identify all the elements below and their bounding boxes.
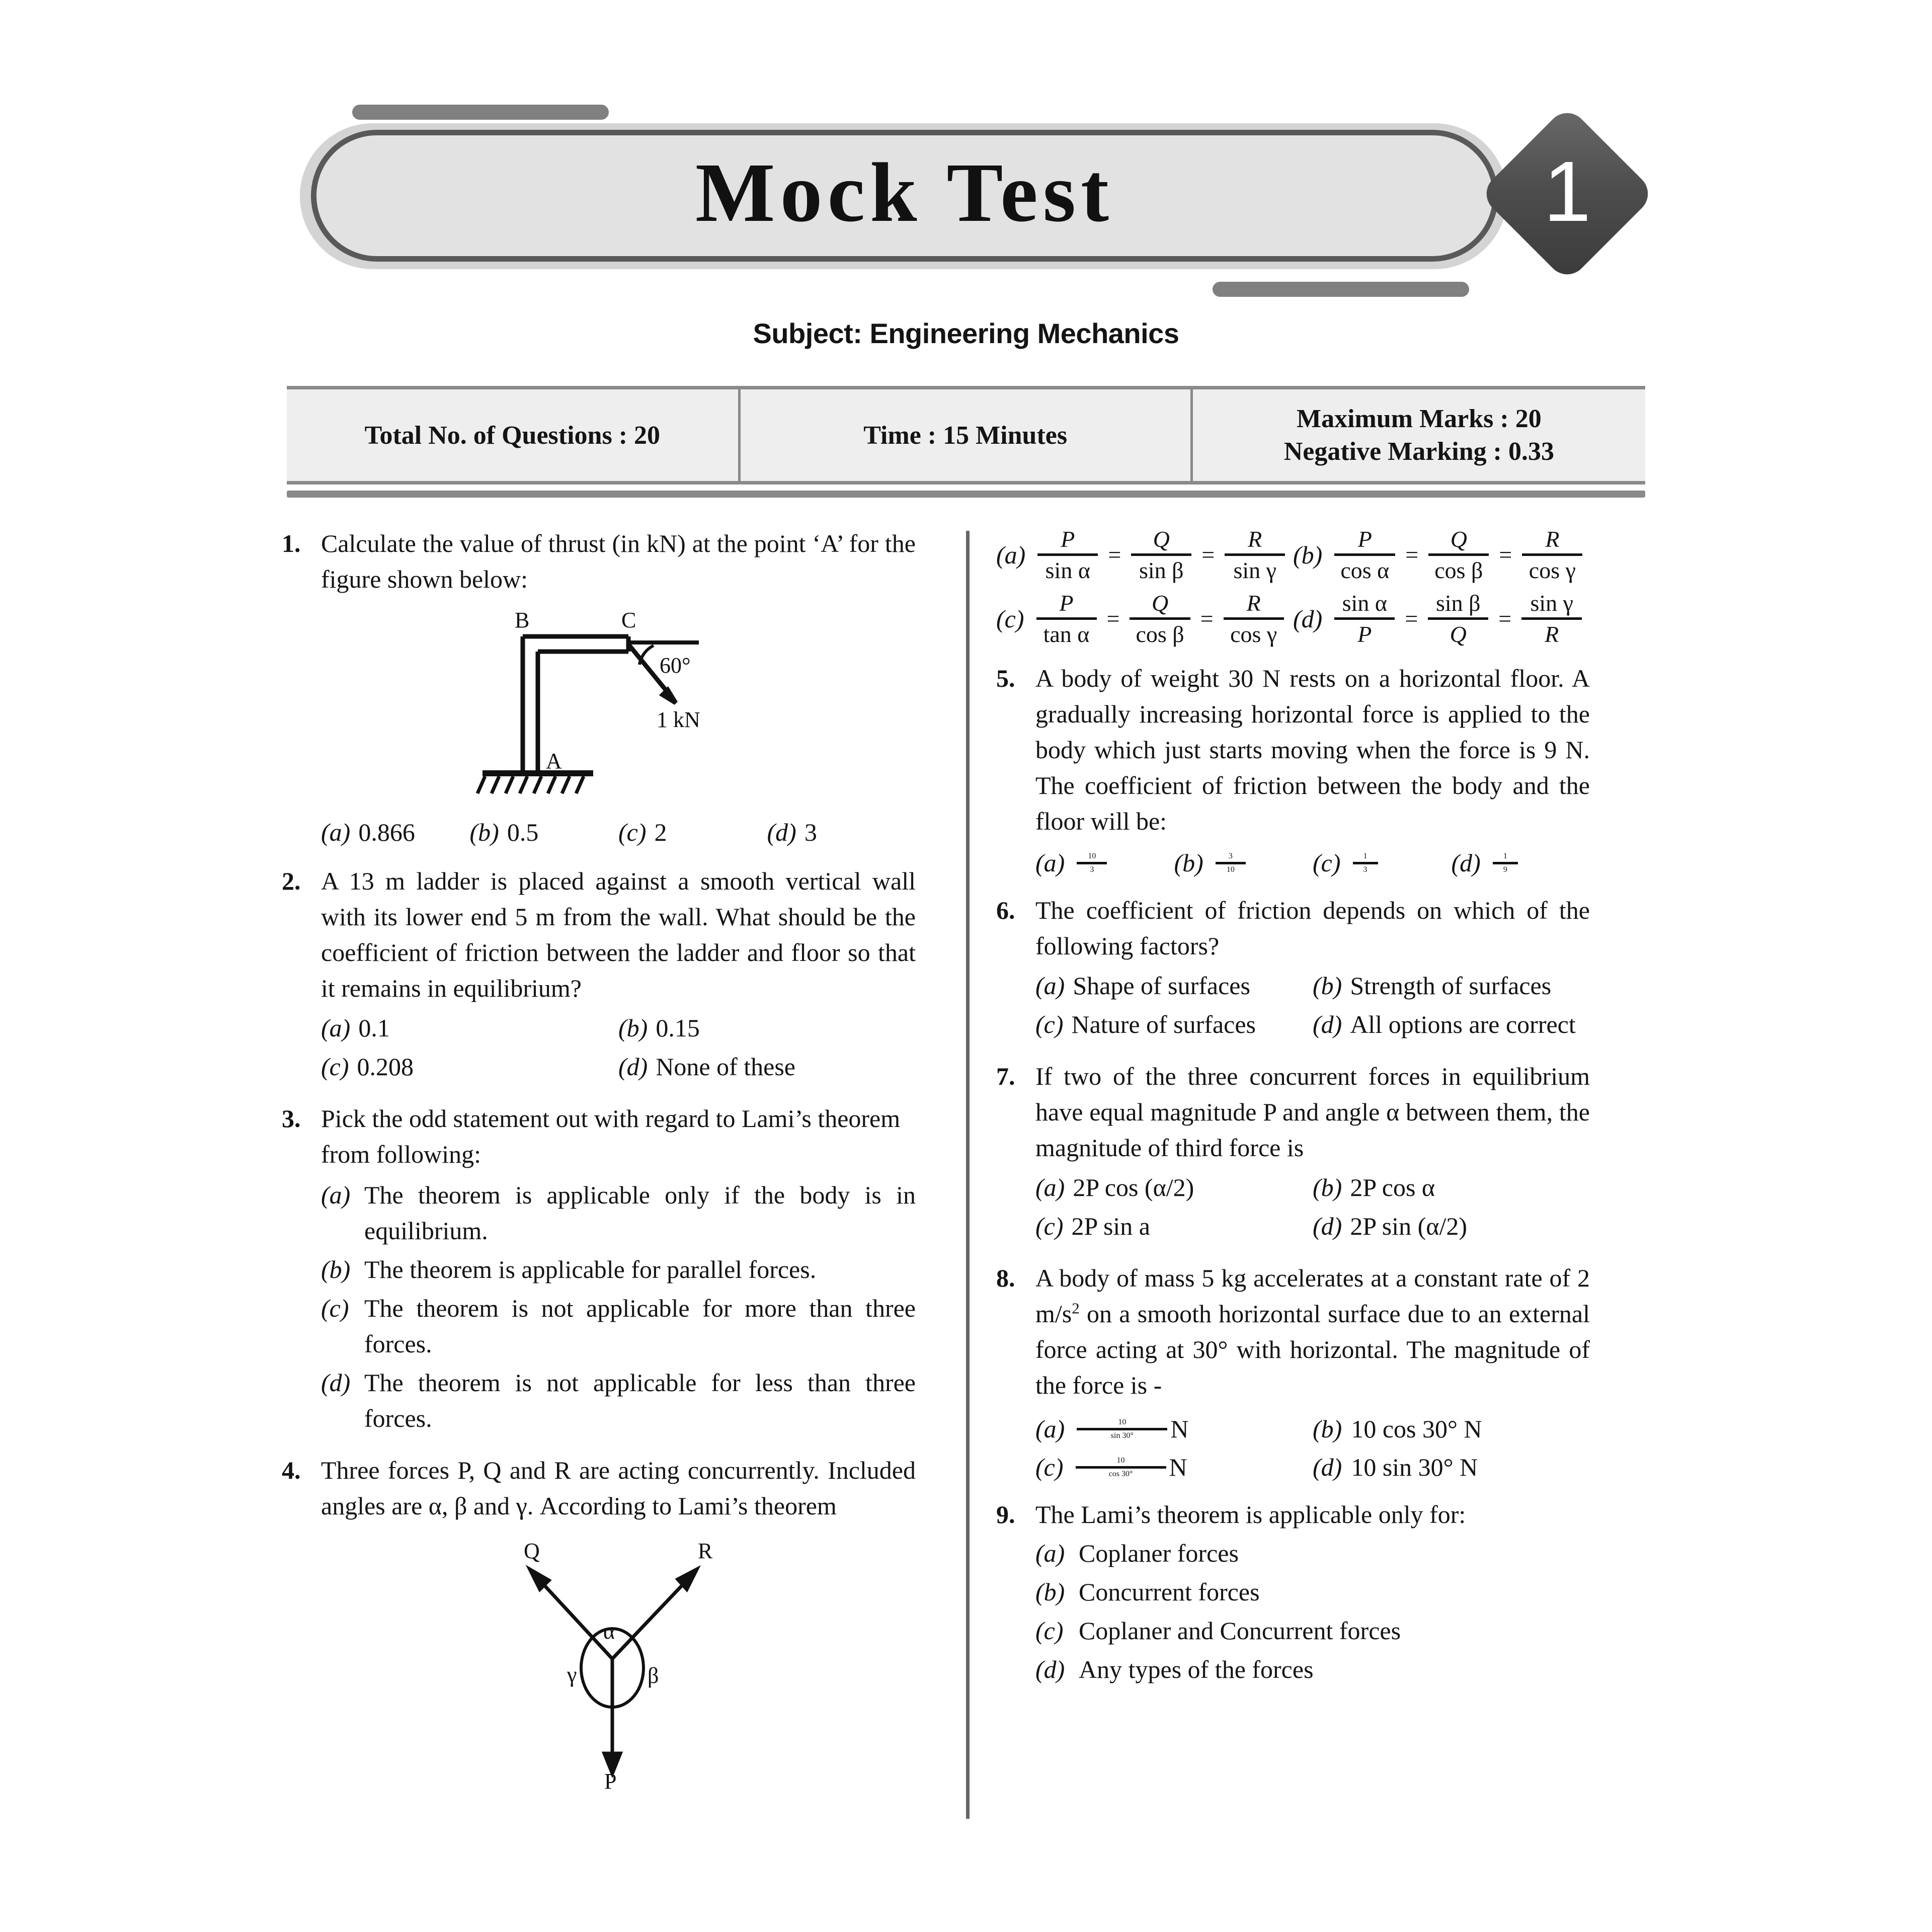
option-4-c[interactable] [996,590,1293,648]
option-6-d[interactable] [1313,1007,1590,1042]
option-fraction [1076,1456,1166,1479]
question-9-options [1035,1536,1590,1687]
frac-den: cos γ [1230,621,1277,647]
option-expression: sin α P = sin β Q = sin γ R [1331,590,1585,648]
question-6-options [1035,968,1590,1045]
question-9-number: 9. [996,1500,1015,1528]
option-tag: (a) [996,540,1026,569]
frac-num: R [1545,526,1560,552]
label-C: C [621,608,636,632]
option-tag: (d) [1293,604,1323,633]
option-tag: (d) [767,818,796,846]
option-tag: (c) [321,1053,349,1081]
frac-den: sin γ [1233,557,1276,583]
option-3-b[interactable] [321,1252,916,1287]
frac-num: P [1357,526,1372,552]
option-7-c[interactable] [1035,1209,1313,1244]
option-tag: (c) [1035,1212,1064,1240]
frac-den: cos 30° [1108,1469,1133,1478]
option-3-c[interactable] [321,1291,916,1362]
frac-den: Q [1450,621,1467,647]
option-text: The theorem is not applicable for more than three forces. [364,1294,916,1358]
label-alpha: α [603,1619,615,1644]
option-text: 2P cos α [1350,1173,1435,1201]
option-9-d[interactable] [1035,1652,1590,1687]
question-3-text: Pick the odd statement out with regard to Lami’s theorem from following: [321,1104,901,1168]
option-text: Any types of the forces [1079,1655,1314,1683]
frac-den: cos α [1340,557,1390,583]
option-tag: (d) [1313,1453,1342,1481]
cell-total-questions: Total No. of Questions : 20 [364,421,661,450]
question-7-number: 7. [996,1062,1015,1090]
option-tag: (b) [1035,1578,1065,1606]
option-tag: (a) [1035,849,1065,877]
page-header [0,0,1932,312]
option-7-b[interactable] [1313,1170,1590,1205]
frac-den: 3 [1090,865,1094,874]
option-text: None of these [656,1053,795,1081]
option-expression: P tan α = Q cos β = R cos γ [1033,590,1287,648]
frac-num: Q [1450,526,1467,552]
option-tag: (b) [618,1014,648,1042]
option-text: 10 cos 30° N [1351,1415,1482,1443]
exam-info-table [287,386,1645,485]
option-8-b[interactable] [1313,1414,1590,1443]
option-tag: (d) [1313,1212,1342,1240]
frac-num: 1 [1503,851,1507,860]
option-text: Concurrent forces [1079,1578,1260,1606]
option-fraction [1077,852,1107,874]
option-tag: (a) [321,1181,351,1209]
label-beta: β [648,1663,659,1688]
option-1-c[interactable] [618,815,767,850]
option-text: 0.866 [358,818,415,846]
frac-den: sin 30° [1110,1431,1134,1440]
question-8-options-row2 [1035,1453,1590,1484]
frac-num: 1 [1363,851,1367,860]
question-9 [996,1497,1590,1691]
frac-den: sin α [1045,557,1090,583]
option-6-c[interactable] [1035,1007,1313,1042]
subject-line [0,317,1932,350]
label-P: P [604,1769,617,1794]
lami-forces-diagram [477,1532,759,1794]
option-8-c[interactable] [1035,1453,1313,1482]
title-banner [311,130,1498,262]
question-1 [282,526,916,850]
option-4-d[interactable] [1293,590,1590,648]
question-3 [282,1101,916,1439]
option-1-a[interactable] [321,815,470,850]
option-5-c[interactable] [1313,848,1452,877]
info-table-bottom-rule [287,491,1645,498]
left-column [282,526,936,1812]
option-text: The theorem is not applicable for less than three forces. [364,1369,916,1432]
label-B: B [515,608,530,632]
frac-num: P [1061,526,1075,552]
cell-marks [1191,388,1645,483]
subject-value: Engineering Mechanics [869,317,1179,349]
frac-den: P [1357,621,1372,647]
question-2-number: 2. [282,867,301,895]
option-5-a[interactable] [1035,848,1174,877]
question-7 [996,1059,1590,1247]
option-tag: (a) [1035,1539,1065,1567]
question-8-text-post: on a smooth horizontal surface due to an external force acting at 30° with horizontal. The magnitude of the force is - [1035,1300,1590,1399]
option-expression: P sin α = Q sin β = R sin γ [1034,526,1288,584]
option-tag: (a) [1035,1173,1065,1201]
option-expression: P cos α = Q cos β = R cos γ [1331,526,1585,584]
option-9-c[interactable] [1035,1613,1590,1649]
option-text: The theorem is applicable for parallel forces. [364,1255,817,1283]
question-5-number: 5. [996,664,1015,692]
question-4-options [996,526,1590,650]
label-force: 1 kN [657,707,700,732]
option-fraction [1353,852,1378,874]
option-3-d[interactable] [321,1365,916,1436]
question-1-options [321,815,916,850]
option-tag: (b) [1293,540,1323,569]
option-text: The theorem is applicable only if the body is in equilibrium. [364,1181,916,1245]
question-9-text: The Lami’s theorem is applicable only for: [1035,1500,1466,1528]
label-gamma: γ [567,1662,577,1687]
frac-den: cos β [1434,557,1483,583]
option-fraction [1493,852,1518,874]
option-tag: (b) [1313,1173,1342,1201]
option-tag: (c) [618,818,647,846]
option-text: Coplaner and Concurrent forces [1079,1617,1401,1645]
option-tag: (b) [1313,1415,1342,1443]
option-tag: (d) [1313,1010,1342,1038]
question-8-number: 8. [996,1264,1015,1292]
option-text: 0.208 [357,1053,414,1081]
question-5-text: A body of weight 30 N rests on a horizontal floor. A gradually increasing horizontal force is applied to the body which just starts moving when the force is 9 N. The coefficient of friction between the body and the floor will be: [1035,664,1590,835]
question-1-figure [321,606,916,802]
option-1-b[interactable] [470,815,619,850]
option-tag: (b) [321,1255,351,1283]
question-2-options [321,1010,916,1088]
question-columns [282,526,1650,1812]
subject-label: Subject: [753,317,862,349]
frac-den: 9 [1503,865,1507,874]
exam-info-table-wrapper [287,386,1645,498]
option-7-a[interactable] [1035,1170,1313,1205]
question-3-number: 3. [282,1104,301,1133]
frac-den: sin β [1139,557,1184,583]
page-title: Mock Test [695,146,1114,239]
option-tag: (c) [1035,1453,1064,1481]
option-tag: (a) [321,1014,351,1042]
frac-den: cos γ [1528,557,1576,583]
option-1-d[interactable] [767,815,916,850]
header-dash-top [352,105,609,120]
option-fraction [1216,852,1246,874]
option-tag: (c) [321,1294,349,1322]
option-4-a[interactable] [996,526,1293,584]
maximum-marks-text: Maximum Marks : 20 [1296,405,1542,433]
option-text: 0.5 [507,818,539,846]
option-text: 0.15 [656,1014,700,1042]
option-fraction [1077,1418,1167,1440]
cell-time: Time : 15 Minutes [739,388,1191,483]
option-2-c[interactable] [321,1049,618,1085]
question-4-text: Three forces P, Q and R are acting concurrently. Included angles are α, β and γ. According to Lami’s theorem [321,1456,916,1520]
frac-den: 10 [1226,865,1235,874]
column-divider [966,531,970,1819]
option-unit: N [1169,1453,1187,1481]
question-4-number: 4. [282,1456,301,1484]
option-8-d[interactable] [1313,1453,1590,1482]
question-8 [996,1260,1590,1484]
question-1-number: 1. [282,529,301,557]
option-tag: (c) [1313,849,1341,877]
question-5 [996,661,1590,879]
table-row [287,388,1645,483]
option-text: Strength of surfaces [1350,972,1552,1000]
label-angle: 60° [660,653,691,678]
frac-num: Q [1153,526,1170,552]
option-9-a[interactable] [1035,1536,1590,1571]
option-tag: (d) [1451,849,1481,877]
question-6-text: The coefficient of friction depends on which of the following factors? [1035,896,1590,960]
option-tag: (c) [1035,1010,1064,1038]
question-7-options [1035,1170,1590,1247]
frac-den: R [1545,621,1559,647]
question-2 [282,863,916,1088]
option-tag: (d) [321,1369,351,1397]
frac-num: 10 [1116,1456,1125,1465]
question-4-figure [321,1532,916,1794]
option-text: 2P sin (α/2) [1350,1212,1468,1240]
frac-den: cos β [1136,621,1184,647]
question-8-options-row1 [1035,1414,1590,1445]
frac-den: 3 [1363,865,1367,874]
option-tag: (c) [996,604,1024,633]
question-1-text: Calculate the value of thrust (in kN) at the point ‘A’ for the figure shown below: [321,529,916,593]
option-2-d[interactable] [618,1049,916,1085]
test-number-badge [1482,108,1653,279]
option-text: 2P sin a [1071,1212,1150,1240]
option-tag: (b) [1313,972,1342,1000]
question-7-text: If two of the three concurrent forces in equilibrium have equal magnitude P and angle α between them, the magnitude of third force is [1035,1062,1590,1162]
frac-num: R [1248,526,1262,552]
option-text: 0.1 [358,1014,390,1042]
option-6-a[interactable] [1035,968,1313,1004]
question-3-options [321,1177,916,1436]
option-3-a[interactable] [321,1177,916,1249]
option-unit: N [1170,1415,1189,1443]
frac-num: 10 [1118,1417,1126,1426]
option-text: Nature of surfaces [1071,1010,1256,1038]
question-4 [282,1453,916,1799]
frac-num: sin α [1342,590,1387,616]
label-A: A [546,749,562,773]
label-Q: Q [524,1539,540,1563]
question-8-text [1035,1260,1590,1403]
option-tag: (a) [1035,972,1065,1000]
option-7-d[interactable] [1313,1209,1590,1244]
option-text: 2 [654,818,667,846]
option-5-b[interactable] [1174,848,1313,877]
question-8-text-sup: 2 [1072,1299,1080,1317]
option-tag: (b) [1174,849,1203,877]
question-6-number: 6. [996,896,1015,924]
option-tag: (b) [469,818,499,846]
option-text: Shape of surfaces [1073,972,1250,1000]
frac-num: Q [1151,590,1169,616]
frac-num: 3 [1228,851,1233,860]
question-2-text: A 13 m ladder is placed against a smooth vertical wall with its lower end 5 m from the wall. What should be the coefficient of friction between the ladder and floor so that it remains in equilibrium? [321,867,916,1002]
negative-marking-text: Negative Marking : 0.33 [1283,437,1554,466]
option-6-b[interactable] [1313,968,1590,1004]
option-8-a[interactable] [1035,1414,1313,1443]
option-tag: (a) [321,818,351,846]
option-4-b[interactable] [1293,526,1590,584]
frac-num: sin γ [1530,590,1573,616]
frac-num: 10 [1088,851,1096,860]
frame-thrust-diagram [462,606,774,802]
option-tag: (c) [1035,1617,1064,1645]
test-number-value: 1 [1543,144,1591,239]
option-tag: (d) [618,1053,648,1081]
frac-num: sin β [1435,590,1481,616]
frac-num: R [1246,590,1261,616]
option-9-b[interactable] [1035,1574,1590,1610]
option-text: Coplaner forces [1079,1539,1239,1567]
header-dash-bottom [1213,282,1469,297]
option-text: 10 sin 30° N [1351,1453,1478,1481]
option-tag: (d) [1035,1655,1065,1683]
right-column [936,526,1590,1812]
option-2-b[interactable] [618,1010,916,1046]
question-5-options [1035,848,1590,879]
question-8-text-pre: A body of mass 5 kg accelerates at a constant rate of 2 m/s [1035,1264,1590,1328]
option-2-a[interactable] [321,1010,618,1046]
option-text: All options are correct [1350,1010,1576,1038]
label-R: R [698,1539,713,1563]
frac-den: tan α [1043,621,1090,647]
option-tag: (a) [1035,1415,1065,1443]
option-5-d[interactable] [1452,848,1590,877]
question-6 [996,893,1590,1045]
option-text: 3 [804,818,817,846]
option-text: 2P cos (α/2) [1073,1173,1194,1201]
frac-num: P [1059,590,1074,616]
